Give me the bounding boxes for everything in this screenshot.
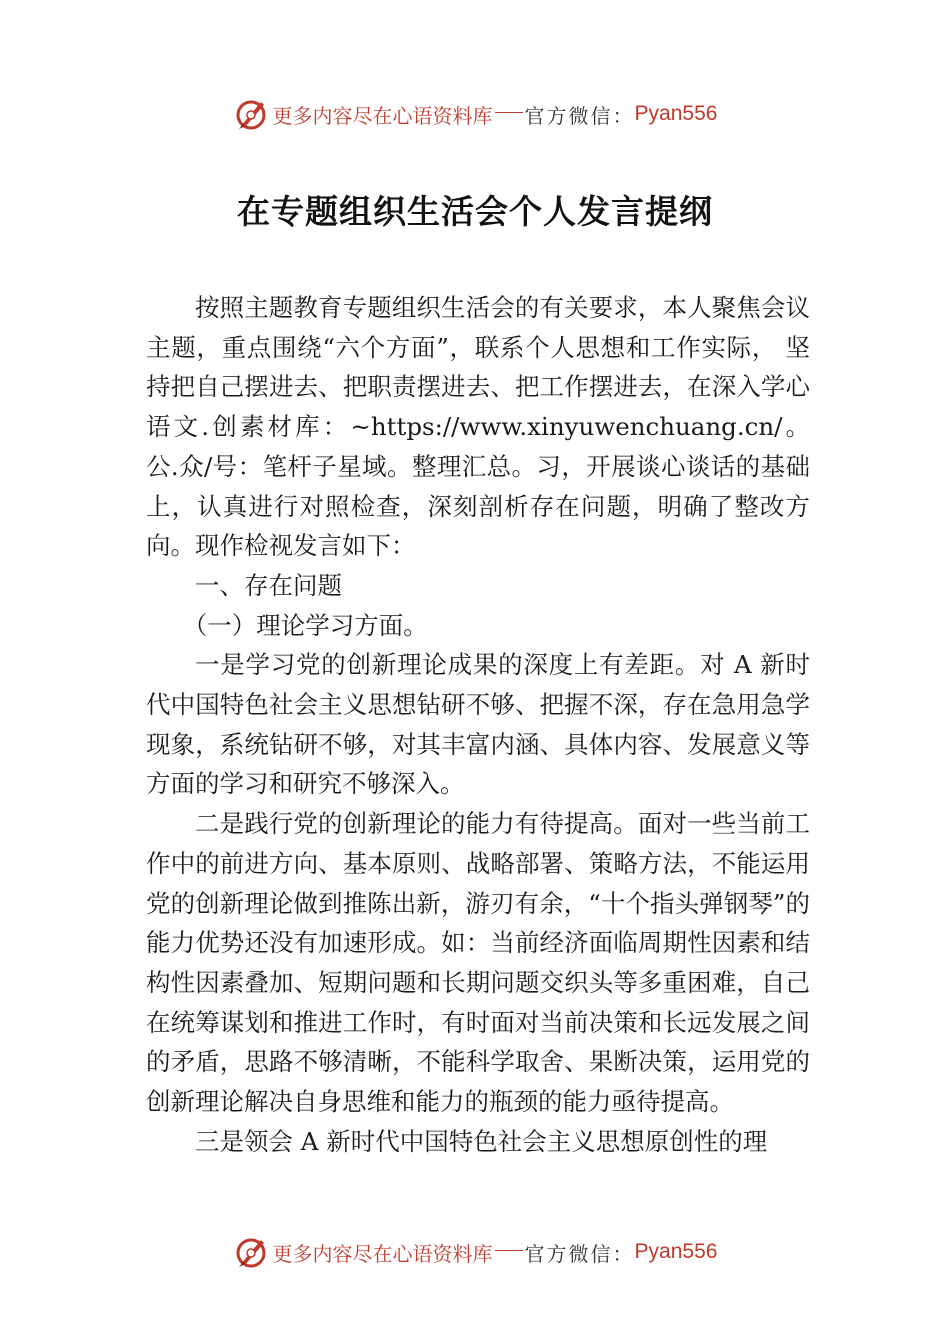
wechat-account: Pyan556 — [634, 102, 718, 125]
subsection-heading: （一）理论学习方面。 — [182, 610, 428, 640]
header-banner — [0, 94, 950, 134]
body-paragraph: 三是领会 A 新时代中国特色社会主义思想原创性的理 — [195, 1126, 768, 1156]
quill-logo-icon — [233, 96, 269, 132]
footer-banner — [0, 1232, 950, 1272]
document-body — [146, 288, 810, 1161]
intro-paragraph: 按照主题教育专题组织生活会的有关要求，本人聚焦会议主题，重点围绕“六个方面”，联系个人思想和工作实际， 坚持把自己摆进去、把职责摆进去、把工作摆进去，在深入学心语文.创素材库：~https://www.xinyuwenchuang.cn/。公.众/号：笔杆子星域。整理汇总。习，开展谈心谈话的基础上，认真进行对照检查，深刻剖析存在问题，明确了整改方向。现作检视发言如下： — [146, 293, 810, 561]
wechat-label: 官方微信： — [524, 1241, 635, 1266]
banner-text: 更多内容尽在心语资料库 — [272, 1241, 493, 1266]
banner-dash — [495, 112, 523, 113]
banner-dash — [495, 1250, 523, 1251]
wechat-account: Pyan556 — [634, 1240, 718, 1263]
body-paragraph: 二是践行党的创新理论的能力有待提高。面对一些当前工作中的前进方向、基本原则、战略部署、策略方法，不能运用党的创新理论做到推陈出新，游刃有余，“十个指头弹钢琴”的能力优势还没有加速形成。如：当前经济面临周期性因素和结构性因素叠加、短期问题和长期问题交织头等多重困难，自己在统筹谋划和推进工作时，有时面对当前决策和长远发展之间的矛盾，思路不够清晰，不能科学取舍、果断决策，运用党的创新理论解决自身思维和能力的瓶颈的能力亟待提高。 — [146, 809, 810, 1117]
document-title: 在专题组织生活会个人发言提纲 — [237, 192, 713, 231]
section-heading: 一、存在问题 — [195, 570, 342, 600]
body-paragraph: 一是学习党的创新理论成果的深度上有差距。对 A 新时代中国特色社会主义思想钻研不够、把握不深，存在急用急学现象，系统钻研不够，对其丰富内涵、具体内容、发展意义等方面的学习和研究不够深入。 — [146, 650, 810, 799]
wechat-label: 官方微信： — [524, 103, 635, 128]
banner-text: 更多内容尽在心语资料库 — [272, 103, 493, 128]
quill-logo-icon — [233, 1234, 269, 1270]
